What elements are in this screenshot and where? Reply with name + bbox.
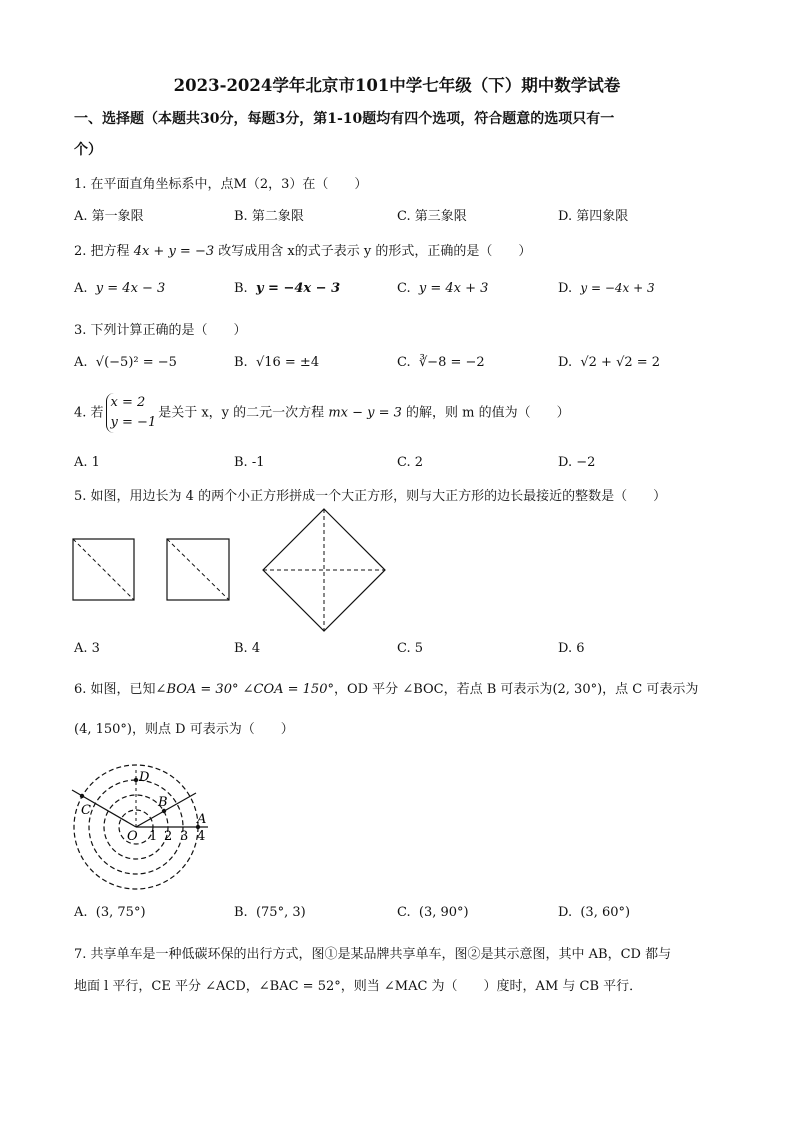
q1-stem: 1. 在平面直角坐标系中，点M（2，3）在（ ）: [74, 177, 368, 192]
q4-stem-pre: 4. 若: [74, 405, 104, 421]
q2-stem-pre: 2. 把方程: [74, 244, 130, 259]
q1-option-b[interactable]: B. 第二象限: [234, 209, 304, 224]
q2-option-b-label: B.: [234, 281, 248, 296]
q6-option-a[interactable]: [74, 905, 146, 920]
q6-label-4: 4: [197, 829, 206, 844]
q6-option-a-label: A.: [74, 905, 88, 920]
q6-stem-end: ，则点 D 可表示为（ ）: [132, 722, 294, 737]
q3-option-a-expr: √(−5)² = −5: [95, 355, 177, 370]
q6-label-b: B: [158, 795, 168, 810]
q4-option-c[interactable]: C. 2: [397, 455, 424, 470]
section-heading-line2: 个）: [74, 142, 102, 158]
q6-label-a: A: [197, 812, 207, 827]
q2-option-c-expr: y = 4x + 3: [418, 281, 489, 296]
q3-option-d-label: D.: [558, 355, 573, 370]
q1-option-d[interactable]: D. 第四象限: [558, 209, 629, 224]
q6-point-c: [80, 794, 84, 798]
q2-option-a-label: A.: [74, 281, 88, 296]
q4-system-eq2: y = −1: [110, 415, 157, 430]
q3-option-b-label: B.: [234, 355, 248, 370]
q6-stem-mid2: ，点 C 可表示为: [602, 682, 699, 697]
q6-label-d: D: [139, 770, 150, 785]
q7-stem-line1: 7. 共享单车是一种低碳环保的出行方式，图①是某品牌共享单车，图②是其示意图，其中 AB，CD 都与: [74, 947, 672, 962]
q2-option-b-expr: y = −4x − 3: [255, 281, 341, 296]
q6-c-coord: (4, 150°): [74, 722, 132, 737]
q3-option-b-expr: √16 = ±4: [255, 355, 320, 370]
q2-stem-post: 改写成用含 x的式子表示 y 的形式，正确的是（ ）: [218, 244, 532, 259]
q3-stem: 3. 下列计算正确的是（ ）: [74, 323, 247, 338]
q7-stem-line2: 地面 l 平行，CE 平分 ∠ACD，∠BAC = 52°，则当 ∠MAC 为（ ）度时，AM 与 CB 平行．: [74, 979, 643, 994]
q3-option-c-expr: ∛−8 = −2: [418, 355, 485, 370]
section-heading-line1: 一、选择题（本题共30分，每题3分，第1-10题均有四个选项，符合题意的选项只有一: [74, 111, 615, 127]
q6-option-b[interactable]: [234, 905, 306, 920]
q6-point-d: [134, 778, 138, 782]
q6-label-3: 3: [180, 829, 189, 844]
q6-angles: ∠BOA = 30° ∠COA = 150°: [155, 682, 334, 697]
q3-option-d-expr: √2 + √2 = 2: [580, 355, 661, 370]
q2-option-d-label: D.: [558, 281, 573, 296]
q4-stem-post: 的解，则 m 的值为（ ）: [406, 405, 570, 421]
q4-option-b[interactable]: B. -1: [234, 455, 265, 470]
q6-option-d[interactable]: [558, 905, 630, 920]
page-title: 2023-2024学年北京市101中学七年级（下）期中数学试卷: [173, 76, 621, 95]
q2-option-c-label: C.: [397, 281, 411, 296]
q6-option-c[interactable]: [397, 905, 469, 920]
q1-option-c[interactable]: C. 第三象限: [397, 209, 467, 224]
q1-option-a[interactable]: A. 第一象限: [74, 209, 144, 224]
q3-option-c-label: C.: [397, 355, 411, 370]
q6-label-1: 1: [149, 829, 158, 844]
q4-option-d[interactable]: D. −2: [558, 455, 596, 470]
q6-option-a-expr: (3, 75°): [95, 905, 146, 920]
q5-option-c[interactable]: C. 5: [397, 641, 424, 656]
q6-label-o: O: [127, 829, 138, 844]
q5-option-a[interactable]: A. 3: [74, 641, 100, 656]
q6-stem-mid: ，OD 平分 ∠BOC，若点 B 可表示为: [333, 682, 553, 697]
q6-option-d-label: D.: [558, 905, 573, 920]
q5-stem: 5. 如图，用边长为 4 的两个小正方形拼成一个大正方形，则与大正方形的边长最接近的整数是（ ）: [74, 489, 667, 504]
q3-option-a-label: A.: [74, 355, 88, 370]
q6-option-c-expr: (3, 90°): [418, 905, 469, 920]
q4-stem-mid: 是关于 x，y 的二元一次方程: [158, 405, 325, 421]
q6-stem-pre: 6. 如图，已知: [74, 682, 156, 697]
q5-option-b[interactable]: B. 4: [234, 641, 261, 656]
q4-option-a[interactable]: A. 1: [74, 455, 100, 470]
q2-equation: 4x + y = −3: [133, 244, 215, 259]
q2-option-d-expr: y = −4x + 3: [580, 281, 655, 295]
q5-option-d[interactable]: D. 6: [558, 641, 585, 656]
q6-option-c-label: C.: [397, 905, 411, 920]
q4-system-eq1: x = 2: [110, 395, 146, 410]
q6-b-coord: (2, 30°): [552, 682, 603, 697]
q4-equation: mx − y = 3: [328, 405, 402, 421]
q6-option-b-expr: (75°, 3): [255, 905, 306, 920]
q2-option-a-expr: y = 4x − 3: [95, 281, 166, 296]
q6-label-c: C: [81, 803, 91, 818]
q6-option-b-label: B.: [234, 905, 248, 920]
q6-label-2: 2: [164, 829, 173, 844]
q6-option-d-expr: (3, 60°): [580, 905, 631, 920]
